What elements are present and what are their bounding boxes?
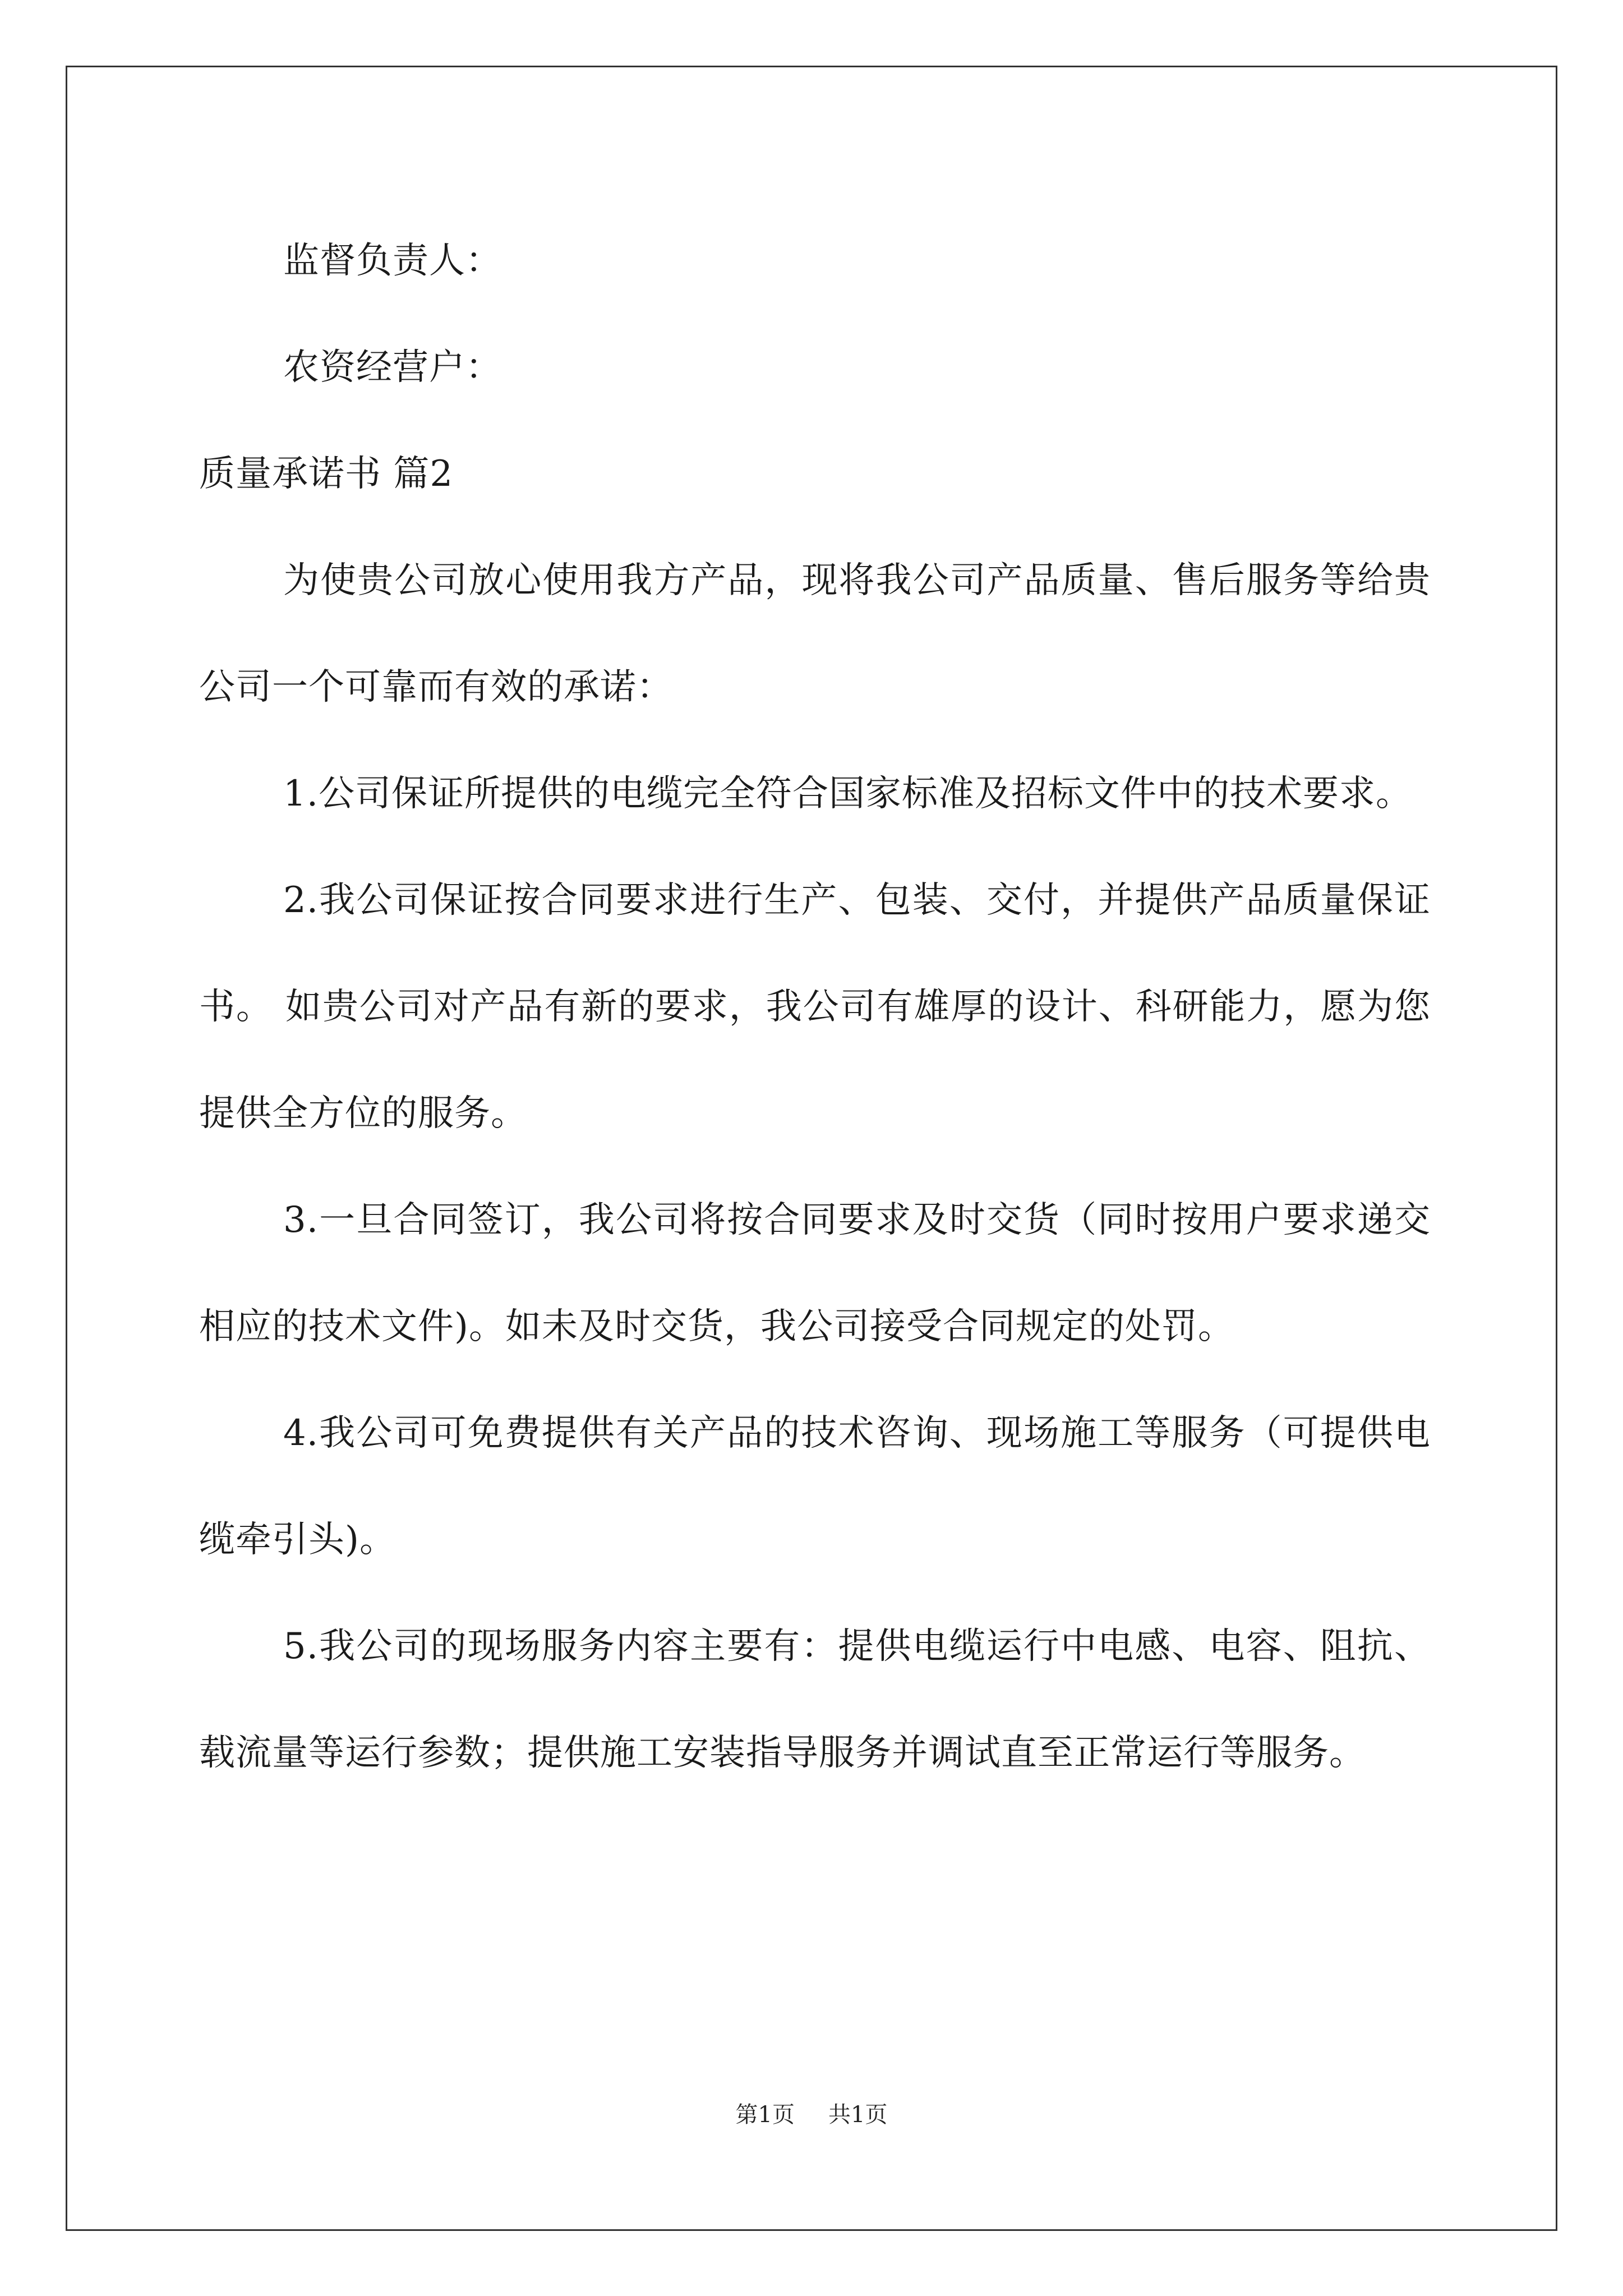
document-body (199, 208, 1431, 1806)
section-heading: 质量承诺书 篇2 (199, 453, 454, 495)
paragraph-item-2: 2.我公司保证按合同要求进行生产、包装、交付，并提供产品质量保证书。 如贵公司对产品有新的要求，我公司有雄厚的设计、科研能力，愿为您提供全方位的服务。 (199, 880, 1431, 1134)
page-number: 第1页 (735, 2102, 795, 2128)
page-total: 共1页 (828, 2102, 888, 2128)
paragraph-item-3: 3.一旦合同签订，我公司将按合同要求及时交货（同时按用户要求递交相应的技术文件)。如未及时交货，我公司接受合同规定的处罚。 (199, 1199, 1431, 1347)
paragraph-dealer: 农资经营户： (283, 347, 502, 388)
paragraph-item-4: 4.我公司可免费提供有关产品的技术咨询、现场施工等服务（可提供电缆牵引头)。 (199, 1412, 1431, 1561)
page-footer (0, 2097, 1623, 2129)
paragraph-supervisor: 监督负责人： (283, 240, 502, 282)
paragraph-item-1: 1.公司保证所提供的电缆完全符合国家标准及招标文件中的技术要求。 (283, 773, 1413, 815)
paragraph-intro: 为使贵公司放心使用我方产品，现将我公司产品质量、售后服务等给贵公司一个可靠而有效的承诺： (199, 560, 1431, 708)
paragraph-item-5: 5.我公司的现场服务内容主要有：提供电缆运行中电感、电容、阻抗、载流量等运行参数；提供施工安装指导服务并调试直至正常运行等服务。 (199, 1626, 1431, 1774)
